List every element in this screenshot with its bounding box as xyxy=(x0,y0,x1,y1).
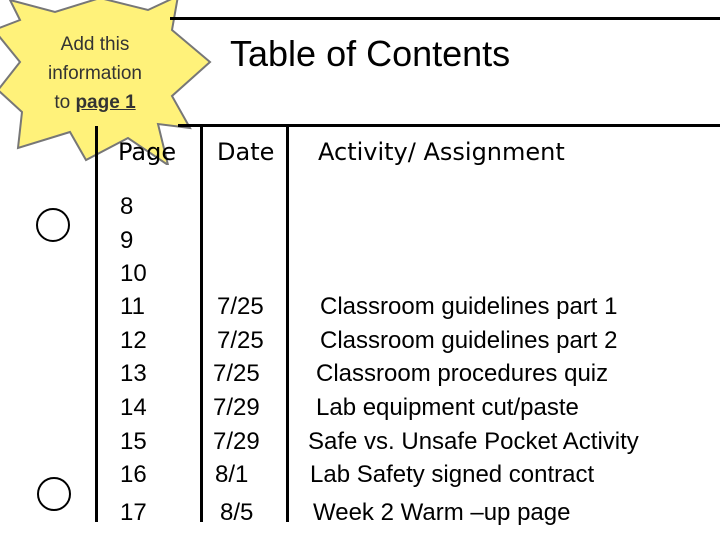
binder-hole-icon xyxy=(36,208,70,242)
header-rule xyxy=(178,124,720,127)
date-cell: 7/29 xyxy=(213,428,260,455)
page-number-cell: 15 xyxy=(120,428,147,455)
top-rule xyxy=(170,17,720,20)
date-cell: 8/1 xyxy=(215,461,249,488)
activity-cell: Lab equipment cut/paste xyxy=(316,394,579,421)
column-header-activity: Activity/ Assignment xyxy=(318,138,565,166)
date-cell: 8/5 xyxy=(220,499,254,526)
date-cell: 7/25 xyxy=(217,293,264,320)
note-line-2: information xyxy=(48,63,142,84)
date-cell: 7/29 xyxy=(213,394,260,421)
note-line-3 xyxy=(20,93,170,112)
column-divider-left xyxy=(95,126,98,522)
page-number-cell: 10 xyxy=(120,260,147,287)
page-number-cell: 16 xyxy=(120,461,147,488)
page-number-cell: 8 xyxy=(120,193,134,220)
activity-cell: Lab Safety signed contract xyxy=(310,461,595,488)
page-number-cell: 9 xyxy=(120,227,134,254)
activity-cell: Classroom procedures quiz xyxy=(316,360,609,387)
activity-cell: Classroom guidelines part 1 xyxy=(320,293,618,320)
page-number-cell: 13 xyxy=(120,360,147,387)
column-divider-right xyxy=(286,126,289,522)
note-page-link: page 1 xyxy=(75,92,136,113)
page-title: Table of Contents xyxy=(230,33,511,74)
note-line-3-prefix: to xyxy=(54,92,76,113)
note-line-1: Add this xyxy=(60,34,130,55)
page-number-cell: 12 xyxy=(120,327,147,354)
activity-cell: Week 2 Warm –up page xyxy=(313,499,571,526)
activity-cell: Classroom guidelines part 2 xyxy=(320,327,618,354)
column-header-page: Page xyxy=(118,138,177,166)
activity-cell: Safe vs. Unsafe Pocket Activity xyxy=(308,428,639,455)
column-header-date: Date xyxy=(217,138,275,166)
page-number-cell: 14 xyxy=(120,394,147,421)
binder-hole-icon xyxy=(37,477,71,511)
page-number-cell: 17 xyxy=(120,499,147,526)
star-callout xyxy=(0,0,215,165)
column-divider-middle xyxy=(200,126,203,522)
date-cell: 7/25 xyxy=(217,327,264,354)
date-cell: 7/25 xyxy=(213,360,260,387)
page-number-cell: 11 xyxy=(120,293,145,320)
